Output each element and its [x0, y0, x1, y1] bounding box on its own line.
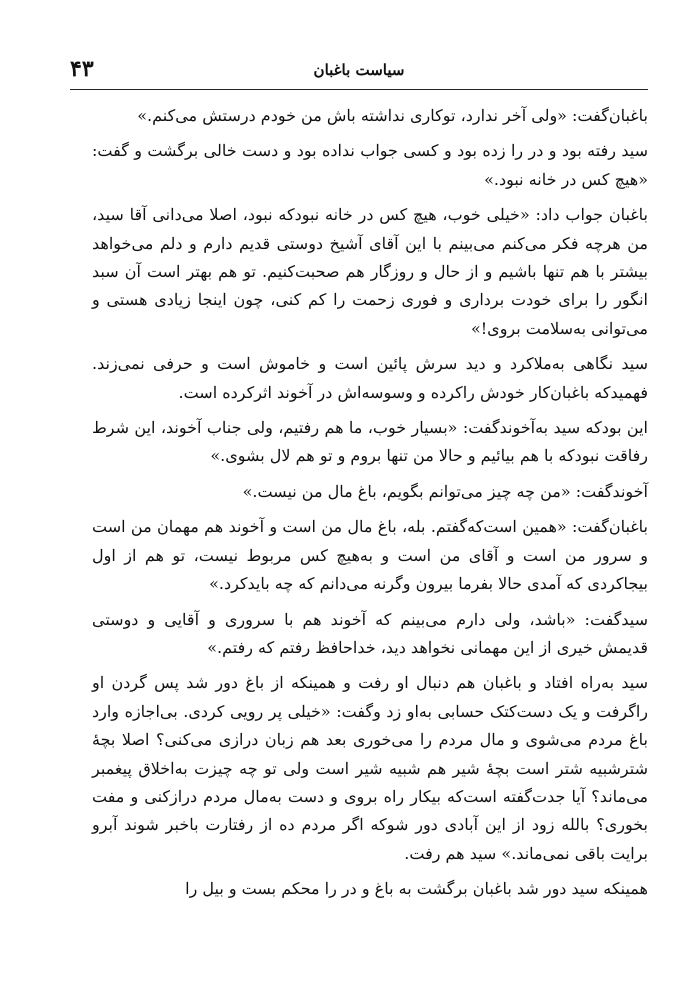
paragraph: باغبان جواب داد: «خیلی خوب، هیچ کس در خانه نبودکه نبود، اصلا می‌دانی آقا سید، من هرچه فکر می‌کنم می‌بینم با این آقای آشیخ دوستی قدیم دارم و دلم می‌خواهد بیشتر با هم تنها باشیم و از حال و روزگار هم صحبت‌کنیم. تو هم بهتر است آن سبد انگور را برای خودت برداری و فوری زحمت را کم کنی، چون اینجا زیادی هستی و می‌توانی به‌سلامت بروی!» — [92, 205, 648, 338]
page-header — [70, 52, 648, 92]
paragraph: باغبان‌گفت: «همین است‌که‌گفتم. بله، باغ مال من است و آخوند هم مهمان من است و سرور من است و آقای من است و به‌هیچ کس مربوط نیست، تو هم از اول بیجاکردی که آمدی حالا بفرما بیرون وگرنه می‌دانم که چه بایدکرد.» — [92, 517, 648, 594]
running-title: سیاست باغبان — [313, 61, 405, 79]
paragraph: این بودکه سید به‌آخوندگفت: «بسیار خوب، ما هم رفتیم، ولی جناب آخوند، این شرط رفاقت نبودکه با هم بیائیم و حالا من تنها بروم و تو هم لال بشوی.» — [92, 418, 649, 466]
paragraph: سیدگفت: «باشد، ولی دارم می‌بینم که آخوند هم با سروری و آقایی و دوستی قدیمش خیری از این مهمانی نخواهد دید، خداحافظ رفتم که رفتم.» — [92, 609, 648, 657]
paragraph: سید رفته بود و در را زده بود و کسی جواب نداده بود و دست خالی برگشت و گفت: «هیچ کس در خانه نبود.» — [92, 141, 648, 189]
paragraph: همینکه سید دور شد باغبان برگشت به باغ و در را محکم بست و بیل را — [185, 879, 648, 899]
paragraph: آخوندگفت: «من چه چیز می‌توانم بگویم، باغ مال من نیست.» — [242, 481, 648, 501]
page-number: ۴۳ — [70, 56, 94, 82]
paragraph: سید به‌راه افتاد و باغبان هم دنبال او رفت و همینکه از باغ دور شد پس گردن او راگرفت و یک دست‌کتک حسابی به‌او زد وگفت: «خیلی پر رویی کردی. بی‌اجازه وارد باغ مردم می‌شوی و مال مردم را می‌خوری بعد هم زبان درازی می‌کنی؟ اصلا بچهٔ شترشبیه شتر است بچهٔ شیر هم شبیه شیر است ولی تو چه چیزت به‌اخلاق پیغمبر می‌ماند؟ آیا جدت‌گفته است‌که بیکار راه بروی و دست به‌مال مردم درازکنی و مفت بخوری؟ بالله زود از این آبادی دور شوکه اگر مردم ده از رفتارت باخبر شوند آبرو برایت باقی نمی‌ماند.» سید هم رفت. — [92, 673, 649, 863]
header-rule — [70, 89, 648, 90]
body-text — [92, 102, 648, 911]
paragraph: سید نگاهی به‌ملاکرد و دید سرش پائین است و خاموش است و حرفی نمی‌زند. فهمیدکه باغبان‌کار خودش راکرده و وسوسه‌اش در آخوند اثرکرده است. — [92, 354, 648, 402]
paragraph: باغبان‌گفت: «ولی آخر ندارد، توکاری نداشته باش من خودم درستش می‌کنم.» — [137, 106, 648, 125]
